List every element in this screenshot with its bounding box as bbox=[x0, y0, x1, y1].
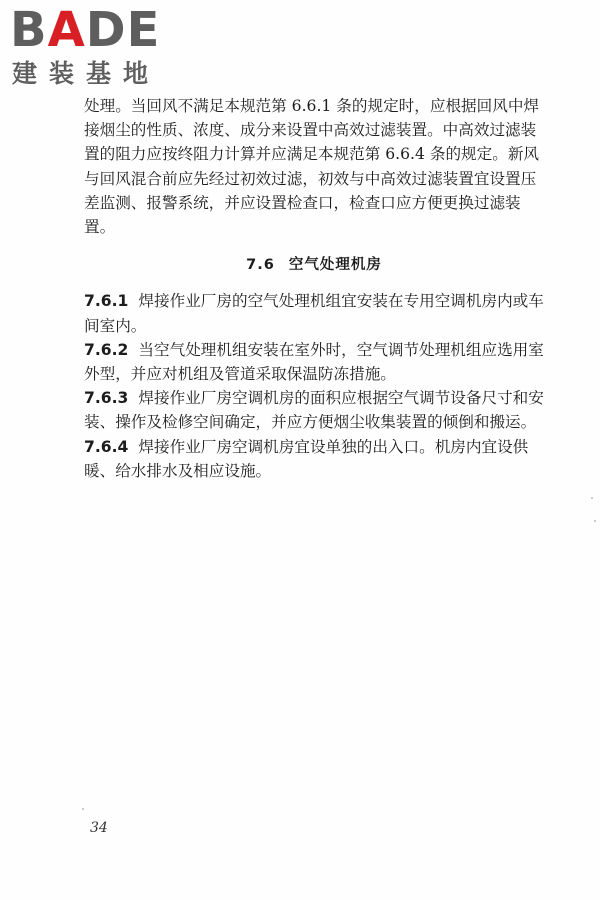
clause-number: 7.6.3 bbox=[84, 389, 129, 408]
scan-speck bbox=[82, 808, 84, 810]
logo-letter-b: B bbox=[10, 2, 48, 58]
logo-wordmark bbox=[10, 2, 161, 58]
clause bbox=[84, 338, 544, 386]
page-number: 34 bbox=[90, 820, 108, 836]
clause-text: 焊接作业厂房空调机房宜设单独的出入口。机房内宜设供暖、给水排水及相应设施。 bbox=[84, 437, 529, 480]
clause bbox=[84, 386, 544, 434]
logo-letter-a: A bbox=[47, 2, 86, 58]
clause-number: 7.6.2 bbox=[84, 340, 129, 359]
logo-letters-de: DE bbox=[85, 2, 161, 58]
section-heading bbox=[84, 253, 544, 277]
clause-text: 焊接作业厂房空调机房的面积应根据空气调节设备尺寸和安装、操作及检修空间确定，并应方便烟尘收集装置的倾倒和搬运。 bbox=[84, 389, 544, 432]
clause-text: 当空气处理机组安装在室外时，空气调节处理机组应选用室外型，并应对机组及管道采取保温防冻措施。 bbox=[84, 340, 544, 384]
clause bbox=[84, 435, 544, 483]
clause-number: 7.6.4 bbox=[84, 437, 129, 456]
section-number: 7.6 bbox=[246, 257, 275, 274]
clause-text: 焊接作业厂房的空气处理机组宜安装在专用空调机房内或车间室内。 bbox=[84, 292, 544, 335]
clause-number: 7.6.1 bbox=[84, 292, 129, 311]
section-title: 空气处理机房 bbox=[288, 257, 382, 274]
site-logo bbox=[10, 2, 175, 88]
document-body bbox=[84, 94, 544, 483]
scan-speck bbox=[591, 497, 593, 499]
scan-speck bbox=[594, 520, 596, 522]
intro-paragraph: 处理。当回风不满足本规范第 6.6.1 条的规定时，应根据回风中焊接烟尘的性质、浓度、成分来设置中高效过滤装置。中高效过滤装置的阻力应按终阻力计算并应满足本规范第 6.6.4 条的规定。新风与回风混合前应先经过初效过滤，初效与中高效过滤装置宜设置压差监测、报警系统，并应设置检查口，检查口应方便更换过滤装置。 bbox=[84, 97, 540, 237]
logo-subtitle: 建装基地 bbox=[12, 59, 161, 88]
clause bbox=[84, 289, 544, 337]
